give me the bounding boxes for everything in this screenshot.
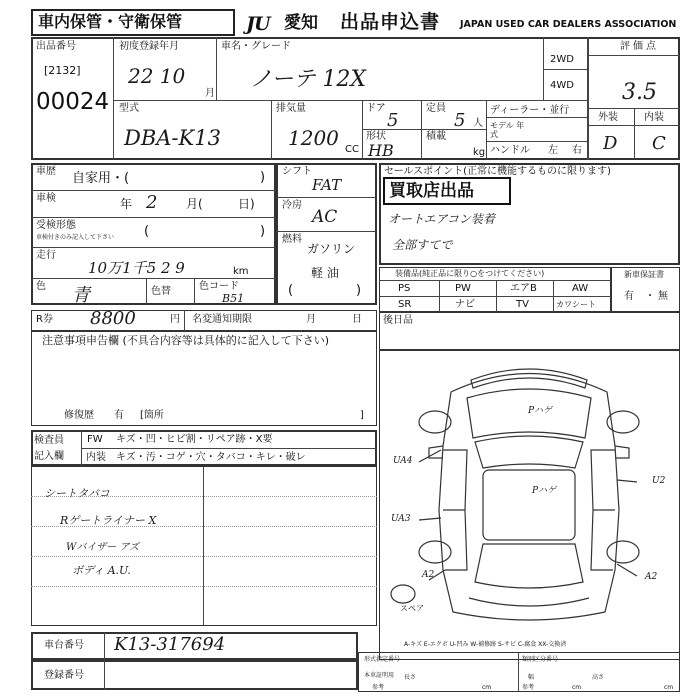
shape-label: 形状 (366, 131, 386, 142)
sales-stamp-text: 買取店出品 (389, 181, 474, 201)
grade-label: 評価点 (620, 41, 659, 52)
displacement-value: 1200 (288, 126, 339, 150)
length-cm: cm (482, 684, 492, 691)
dealer-label: ディーラー・並行 (490, 105, 570, 116)
diagram-mark-ua4: UA4 (393, 456, 413, 466)
lot-code: [2132] (44, 64, 81, 77)
diagram-mark-ua3: UA3 (391, 514, 411, 524)
inspector-interior-items: キズ・汚・コゲ・穴・タバコ・キレ・破レ (116, 452, 306, 463)
capacity-value: 5 (454, 110, 466, 131)
doors-label: ドア (366, 103, 386, 114)
spec-cert-block (358, 652, 680, 692)
acceptance-open: ( (144, 224, 150, 239)
interior-label: 内装 (644, 112, 664, 123)
inspector-note-1: シートタバコ (44, 487, 110, 500)
warranty-no: 無 (658, 291, 668, 302)
repair-close: ] (360, 410, 364, 421)
cc-unit: CC (345, 144, 359, 155)
mark-arrow-a2-right (617, 564, 637, 576)
equipment-label: 装備品(純正品に限り○をつけてください) (395, 269, 545, 278)
inspector-interior-label: 内装 (86, 452, 106, 463)
equip-tv: TV (516, 299, 529, 310)
history-label: 車歴 (36, 166, 56, 177)
roof (483, 470, 575, 540)
first-reg-value: 22 10 (128, 64, 186, 88)
height-label: 高さ (592, 674, 605, 681)
repair-value: 有 (114, 410, 124, 421)
drive-2wd: 2WD (550, 54, 574, 65)
displacement-label: 排気量 (276, 103, 306, 114)
storage-badge-text: 車内保管・守衛保管 (38, 12, 183, 31)
new-warranty-label: 新車保証書 (624, 270, 664, 279)
capacity-label: 定員 (426, 103, 446, 114)
shape-value: HB (368, 141, 394, 160)
interior-value: C (652, 133, 666, 154)
name-change-month: 月 (306, 314, 316, 325)
name-change-label: 名変通知期限 (192, 314, 252, 325)
inspector-label-2: 記入欄 (34, 451, 64, 462)
diagram-mark-a2-right: A2 (645, 572, 658, 582)
inspector-label-1: 検査員 (34, 435, 64, 446)
equip-airbag: エアB (510, 283, 537, 294)
inspection-year-unit: 年 (120, 197, 133, 211)
doors-value: 5 (387, 110, 399, 131)
handle-right: 右 (572, 145, 582, 156)
reg-number-label: 登録番号 (44, 670, 84, 681)
mark-arrow-ua4 (419, 450, 441, 462)
inspection-month-unit: 月( (186, 197, 203, 211)
sales-point-label: セールスポイント(正常に機能するものに限ります) (384, 166, 611, 177)
model-label: 車名・グレード (221, 41, 291, 52)
kg-unit: kg (473, 147, 486, 158)
fuel-diesel: 軽 油 (311, 266, 339, 280)
warranty-yes: 有 (624, 291, 634, 302)
rear-window (475, 544, 583, 588)
repair-label: 修復歴 (64, 410, 94, 421)
inspection-year-value: 2 (146, 192, 158, 213)
org-name: 愛知 (284, 13, 318, 33)
history-close: ) (260, 170, 266, 185)
width-cm: cm (572, 684, 582, 691)
equip-aw: AW (572, 283, 589, 294)
after-day-label: 後日品 (383, 315, 413, 326)
inspection-day-unit: 日) (238, 197, 255, 211)
mileage-label: 走行 (36, 250, 56, 261)
after-day-block (379, 312, 680, 350)
type-value: DBA-K13 (124, 126, 221, 150)
diagram-mark-u2: U2 (652, 476, 666, 486)
inspector-fw-label: FW (87, 434, 103, 445)
color-value: 青 (72, 285, 90, 306)
sales-line-2: 全部すてで (392, 238, 453, 252)
warranty-separator: ・ (645, 291, 655, 302)
fuel-paren-close: ) (356, 283, 362, 298)
handle-label: ハンドル (490, 145, 530, 156)
equip-ps: PS (398, 283, 411, 294)
sales-line-1: オートエアコン装着 (388, 212, 495, 226)
repair-part: [箇所 (140, 410, 164, 421)
exterior-value: D (603, 133, 618, 154)
month-unit: 月 (205, 88, 215, 99)
recycle-unit: 円 (170, 314, 180, 325)
drive-4wd: 4WD (550, 80, 574, 91)
left-mirror (429, 446, 443, 458)
color-code-value: B51 (222, 292, 245, 305)
inspection-label: 車検 (36, 193, 56, 204)
mileage-unit: km (233, 266, 249, 277)
recycle-label: R券 (36, 314, 53, 325)
inspector-note-2: Rゲートライナー X (60, 514, 157, 527)
color-code-label: 色コード (199, 281, 239, 292)
first-reg-label: 初度登録年月 (119, 41, 179, 52)
handle-left: 左 (548, 145, 558, 156)
history-value: 自家用・( (72, 171, 130, 186)
length-label: 長さ (404, 674, 417, 681)
windshield (475, 436, 583, 468)
mileage-value: 10万1千5 2 9 (88, 259, 185, 277)
person-unit: 人 (473, 118, 483, 129)
equip-navi: ナビ (455, 299, 475, 310)
association-subtitle: JAPAN USED CAR DEALERS ASSOCIATION (460, 19, 677, 30)
model-value: ノーテ 12X (250, 67, 366, 92)
diagram-mark-roof: Pハゲ (532, 486, 557, 496)
shift-label: シフト (282, 166, 312, 177)
mark-arrow-ua3 (419, 518, 441, 520)
reference-label-2: 参考 (522, 684, 535, 691)
name-change-day: 日 (352, 314, 362, 325)
grade-value: 3.5 (622, 80, 657, 105)
chassis-value: K13-317694 (114, 634, 226, 655)
acceptance-note: 車検付きのみ記入して下さい (36, 234, 115, 241)
load-label: 積載 (426, 131, 446, 142)
inspector-note-3: Wバイザー アズ (66, 542, 140, 553)
vehicle-cert-label: 本車証明用 (364, 672, 395, 679)
exterior-label: 外装 (598, 112, 618, 123)
shift-value: FAT (312, 176, 342, 194)
form-title: 出品申込書 (340, 11, 441, 33)
ac-value: AC (312, 207, 338, 227)
lot-number: 00024 (36, 89, 110, 115)
chassis-label: 車台番号 (44, 640, 84, 651)
rear-bumper (469, 598, 589, 606)
spare-label: スペア (400, 604, 424, 613)
car-diagram (379, 350, 680, 660)
color-label: 色 (36, 281, 46, 292)
equip-seat: カワシート (556, 300, 596, 309)
inspector-fw-items: キズ・凹・ヒビ割・リペア跡・X要 (116, 434, 273, 445)
diagram-mark-a2-left: A2 (422, 570, 435, 580)
category-label: 類別区分番号 (522, 656, 559, 663)
wheel-rear-right (607, 541, 639, 563)
spare-tire (391, 585, 415, 603)
form-approval-label: 形式指定番号 (364, 656, 401, 663)
ju-logo (246, 13, 286, 35)
fuel-label: 燃料 (282, 234, 302, 245)
recycle-value: 8800 (90, 308, 136, 329)
color-change-label: 色替 (151, 286, 171, 297)
reference-label-1: 参考 (372, 684, 385, 691)
mark-arrow-u2 (617, 480, 637, 482)
fuel-gasoline: ガソリン (307, 242, 356, 256)
lot-label: 出品番号 (36, 41, 76, 52)
equip-sr: SR (398, 299, 412, 310)
height-cm: cm (664, 684, 674, 691)
ac-label: 冷房 (282, 200, 302, 211)
damage-legend: A-キズ E-エクボ U-凹み W-補修跡 S-サビ C-腐食 XX-交換済 (404, 641, 567, 648)
right-mirror (615, 446, 629, 458)
fuel-paren-open: ( (288, 283, 294, 298)
wheel-rear-left (419, 541, 451, 563)
acceptance-close: ) (260, 224, 266, 239)
notes-label: 注意事項申告欄 (不具合内容等は具体的に記入して下さい) (42, 334, 330, 347)
acceptance-label: 受検形態 (36, 220, 76, 231)
width-label: 幅 (528, 674, 535, 681)
inspector-note-4: ボディ A.U. (72, 564, 131, 577)
type-label: 型式 (119, 103, 139, 114)
ju-logo-mark: JU (246, 13, 270, 35)
equip-pw: PW (455, 283, 471, 294)
model-year-label: モデル 年式 (490, 121, 525, 139)
diagram-mark-hood: Pハゲ (528, 406, 553, 416)
